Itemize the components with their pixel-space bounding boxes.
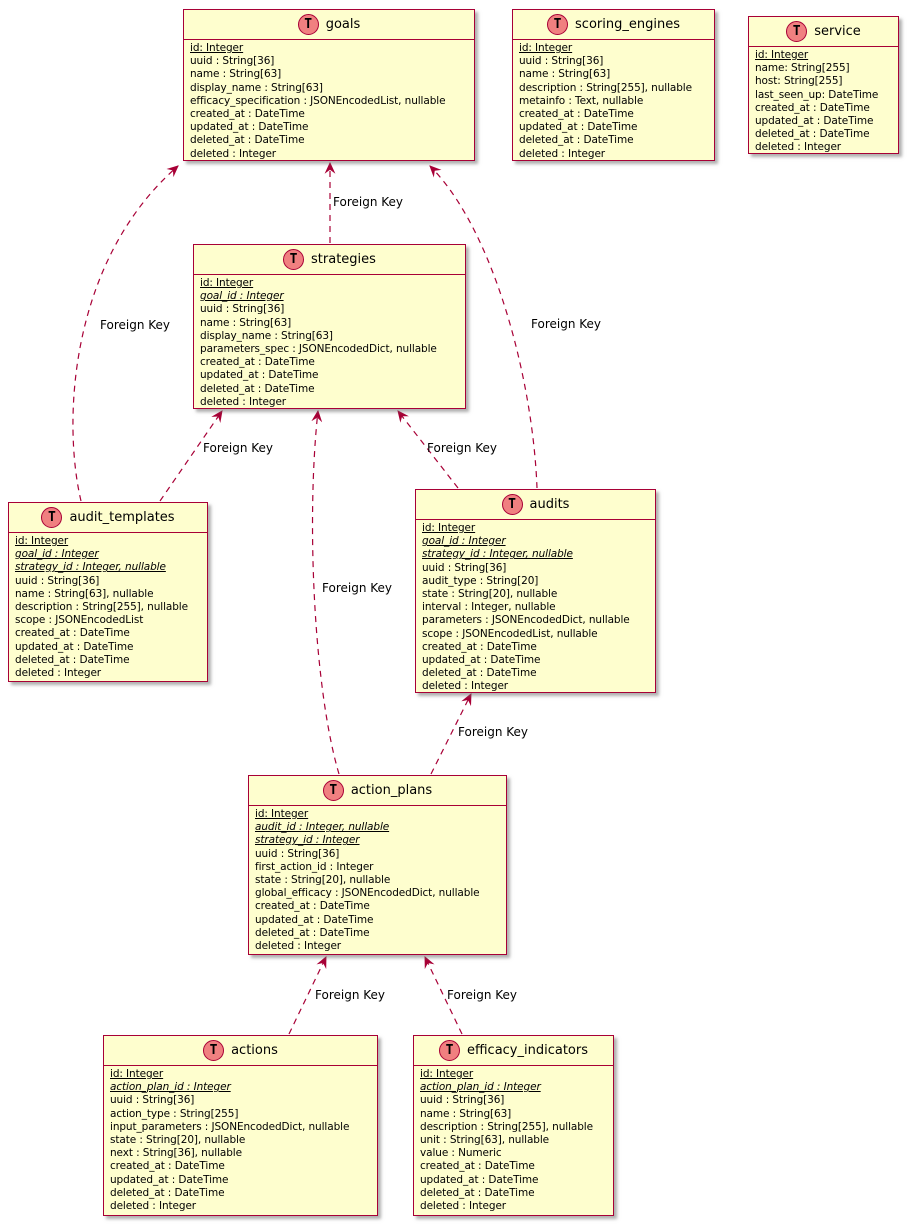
- field-column: value : Numeric: [420, 1147, 502, 1160]
- entity-audit_templates: [8, 502, 208, 682]
- field-column: state : String[20], nullable: [255, 874, 391, 887]
- entity-goals: [183, 9, 475, 161]
- entity-header: [184, 10, 474, 40]
- entity-fields: [9, 533, 207, 682]
- field-column: updated_at : DateTime: [519, 121, 638, 134]
- table-icon: T: [41, 507, 62, 528]
- field-primary-key: id: Integer: [755, 49, 809, 61]
- relation-label: Foreign Key: [100, 318, 170, 332]
- field-column: deleted_at : DateTime: [200, 382, 315, 395]
- field-column: name : String[63]: [519, 68, 611, 81]
- field-column: uuid : String[36]: [420, 1094, 505, 1107]
- table-icon: T: [203, 1040, 224, 1061]
- entity-header: [414, 1036, 613, 1066]
- entity-header: [249, 776, 506, 806]
- field-column: created_at : DateTime: [110, 1160, 225, 1173]
- field-column: created_at : DateTime: [755, 101, 870, 114]
- entity-title: actions: [231, 1043, 278, 1058]
- field-column: first_action_id : Integer: [255, 860, 374, 873]
- field-column: created_at : DateTime: [255, 900, 370, 913]
- field-foreign-key: audit_id : Integer, nullable: [255, 821, 390, 834]
- relation-label: Foreign Key: [315, 988, 385, 1002]
- field-column: deleted_at : DateTime: [190, 134, 305, 147]
- entity-title: efficacy_indicators: [466, 1043, 589, 1058]
- field-column: deleted : Integer: [200, 395, 287, 408]
- field-primary-key: id: Integer: [190, 42, 244, 54]
- entity-title: service: [814, 24, 861, 39]
- entity-title: audits: [529, 497, 570, 512]
- field-column: scope : JSONEncodedList: [15, 614, 144, 627]
- field-column: deleted_at : DateTime: [422, 667, 537, 680]
- field-column: input_parameters : JSONEncodedDict, nullable: [110, 1120, 350, 1133]
- field-primary-key: id: Integer: [110, 1068, 164, 1080]
- field-column: created_at : DateTime: [420, 1160, 535, 1173]
- relation-label: Foreign Key: [203, 441, 273, 455]
- field-column: name : String[63]: [200, 316, 292, 329]
- field-column: name : String[63]: [190, 68, 282, 81]
- field-column: interval : Integer, nullable: [422, 601, 556, 614]
- relation-label: Foreign Key: [447, 988, 517, 1002]
- field-column: unit : String[63], nullable: [420, 1134, 550, 1147]
- field-column: updated_at : DateTime: [755, 115, 874, 128]
- entity-title: goals: [325, 17, 361, 32]
- field-foreign-key: goal_id : Integer: [200, 290, 284, 303]
- entity-efficacy_indicators: [413, 1035, 614, 1216]
- field-column: updated_at : DateTime: [422, 654, 541, 667]
- entity-header: [749, 17, 898, 47]
- relation-label: Foreign Key: [531, 317, 601, 331]
- field-column: uuid : String[36]: [519, 55, 604, 68]
- field-column: name : String[63], nullable: [15, 587, 154, 600]
- field-column: created_at : DateTime: [422, 640, 537, 653]
- table-icon: T: [502, 494, 523, 515]
- field-column: action_type : String[255]: [110, 1107, 239, 1120]
- field-column: updated_at : DateTime: [420, 1173, 539, 1186]
- field-column: audit_type : String[20]: [422, 574, 539, 587]
- field-column: next : String[36], nullable: [110, 1147, 242, 1160]
- field-column: efficacy_specification : JSONEncodedList, nullable: [190, 94, 446, 107]
- entity-service: [748, 16, 899, 154]
- entity-action_plans: [248, 775, 507, 955]
- field-column: deleted : Integer: [110, 1200, 197, 1213]
- entity-title: action_plans: [350, 783, 433, 798]
- field-primary-key: id: Integer: [422, 522, 476, 534]
- entity-scoring_engines: [512, 9, 715, 161]
- entity-fields: [184, 40, 474, 161]
- relation-label: Foreign Key: [333, 195, 403, 209]
- entity-fields: [414, 1066, 613, 1215]
- field-column: created_at : DateTime: [200, 356, 315, 369]
- field-column: uuid : String[36]: [15, 574, 100, 587]
- field-foreign-key: strategy_id : Integer, nullable: [422, 548, 573, 561]
- field-foreign-key: goal_id : Integer: [15, 548, 99, 561]
- entity-title: strategies: [311, 252, 376, 267]
- field-column: uuid : String[36]: [200, 303, 285, 316]
- entity-fields: [416, 520, 655, 693]
- field-column: uuid : String[36]: [110, 1094, 195, 1107]
- entity-fields: [194, 275, 465, 409]
- entity-actions: [103, 1035, 378, 1216]
- field-column: global_efficacy : JSONEncodedDict, nullable: [255, 887, 480, 900]
- field-foreign-key: strategy_id : Integer, nullable: [15, 561, 166, 574]
- field-foreign-key: goal_id : Integer: [422, 535, 506, 548]
- entity-header: [104, 1036, 377, 1066]
- table-icon: T: [786, 21, 807, 42]
- entity-header: [416, 490, 655, 520]
- table-icon: T: [323, 780, 344, 801]
- field-column: description : String[255], nullable: [420, 1120, 593, 1133]
- field-column: created_at : DateTime: [519, 108, 634, 121]
- relation-label: Foreign Key: [427, 441, 497, 455]
- entity-title: scoring_engines: [575, 17, 680, 32]
- field-column: state : String[20], nullable: [110, 1134, 246, 1147]
- relation-label: Foreign Key: [458, 725, 528, 739]
- field-column: deleted_at : DateTime: [15, 653, 130, 666]
- field-column: deleted : Integer: [15, 667, 102, 680]
- entity-fields: [749, 47, 898, 154]
- field-foreign-key: strategy_id : Integer: [255, 834, 360, 847]
- field-column: deleted_at : DateTime: [255, 926, 370, 939]
- entity-fields: [104, 1066, 377, 1215]
- field-column: scope : JSONEncodedList, nullable: [422, 627, 598, 640]
- field-primary-key: id: Integer: [200, 277, 254, 289]
- field-primary-key: id: Integer: [519, 42, 573, 54]
- field-column: updated_at : DateTime: [15, 640, 134, 653]
- field-column: deleted_at : DateTime: [420, 1186, 535, 1199]
- field-column: updated_at : DateTime: [255, 913, 374, 926]
- field-column: deleted : Integer: [255, 940, 342, 953]
- foreign-key-arrow-audit_templates-to-strategies: [160, 411, 222, 501]
- field-column: deleted_at : DateTime: [519, 134, 634, 147]
- field-column: deleted : Integer: [422, 680, 509, 693]
- foreign-key-arrow-audit_templates-to-goals: [73, 166, 178, 501]
- field-column: parameters_spec : JSONEncodedDict, nullable: [200, 343, 437, 356]
- table-icon: T: [298, 14, 319, 35]
- field-foreign-key: action_plan_id : Integer: [420, 1081, 541, 1094]
- field-column: display_name : String[63]: [200, 329, 333, 342]
- entity-header: [9, 503, 207, 533]
- field-column: updated_at : DateTime: [200, 369, 319, 382]
- field-column: description : String[255], nullable: [519, 81, 692, 94]
- field-column: deleted : Integer: [420, 1200, 507, 1213]
- field-column: description : String[255], nullable: [15, 601, 188, 614]
- field-column: uuid : String[36]: [422, 561, 507, 574]
- field-primary-key: id: Integer: [255, 808, 309, 820]
- entity-strategies: [193, 244, 466, 409]
- field-column: display_name : String[63]: [190, 81, 323, 94]
- entity-title: audit_templates: [69, 510, 175, 525]
- field-foreign-key: action_plan_id : Integer: [110, 1081, 231, 1094]
- field-primary-key: id: Integer: [15, 535, 69, 547]
- field-column: deleted : Integer: [519, 147, 606, 160]
- table-icon: T: [283, 249, 304, 270]
- field-column: state : String[20], nullable: [422, 588, 558, 601]
- table-icon: T: [547, 14, 568, 35]
- field-column: deleted_at : DateTime: [755, 128, 870, 141]
- field-column: uuid : String[36]: [190, 55, 275, 68]
- field-column: last_seen_up: DateTime: [755, 88, 879, 101]
- field-column: name: String[255]: [755, 62, 850, 75]
- table-icon: T: [439, 1040, 460, 1061]
- field-column: name : String[63]: [420, 1107, 512, 1120]
- entity-fields: [513, 40, 714, 161]
- entity-header: [194, 245, 465, 275]
- field-column: created_at : DateTime: [190, 108, 305, 121]
- field-column: metainfo : Text, nullable: [519, 94, 644, 107]
- field-column: host: String[255]: [755, 75, 843, 88]
- relation-label: Foreign Key: [322, 581, 392, 595]
- field-column: created_at : DateTime: [15, 627, 130, 640]
- field-column: uuid : String[36]: [255, 847, 340, 860]
- field-column: deleted : Integer: [755, 141, 842, 154]
- entity-audits: [415, 489, 656, 693]
- field-column: updated_at : DateTime: [190, 121, 309, 134]
- entity-fields: [249, 806, 506, 955]
- field-primary-key: id: Integer: [420, 1068, 474, 1080]
- entity-header: [513, 10, 714, 40]
- field-column: updated_at : DateTime: [110, 1173, 229, 1186]
- field-column: deleted : Integer: [190, 147, 277, 160]
- field-column: parameters : JSONEncodedDict, nullable: [422, 614, 630, 627]
- field-column: deleted_at : DateTime: [110, 1186, 225, 1199]
